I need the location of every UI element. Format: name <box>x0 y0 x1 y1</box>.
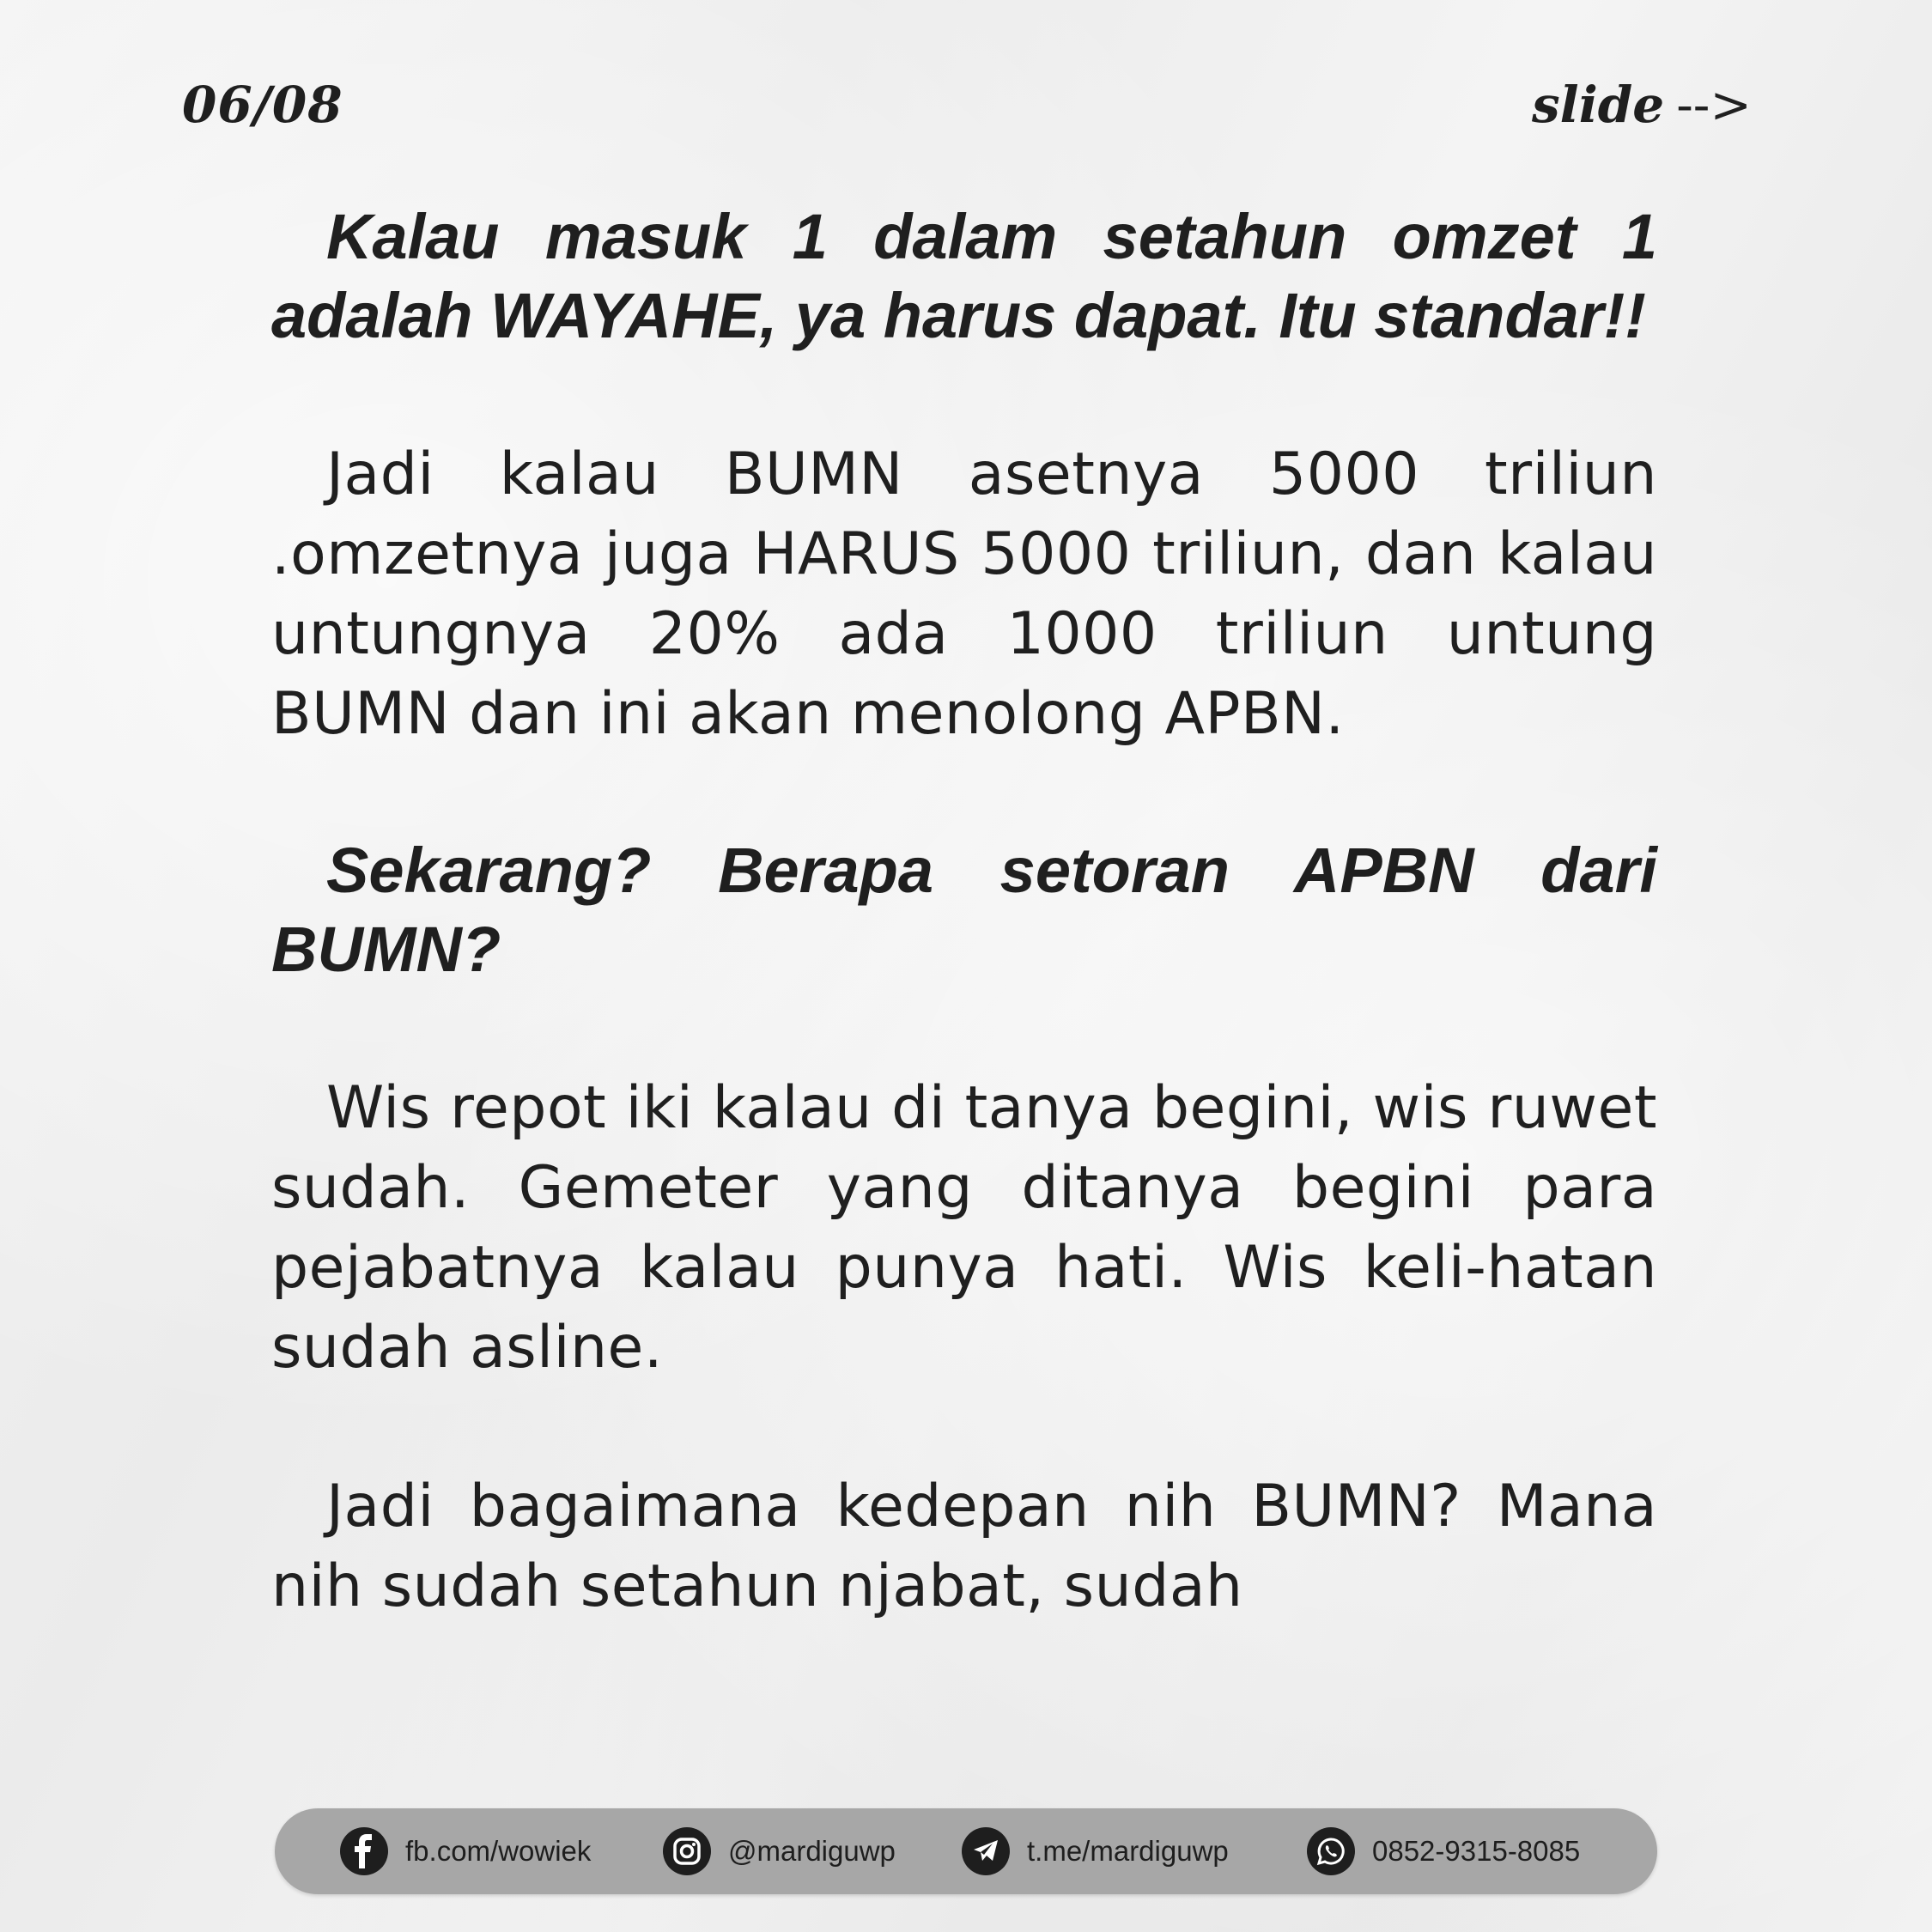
slide-hint-label: slide <box>1532 76 1665 134</box>
slide-arrow-icon: --> <box>1676 76 1752 134</box>
whatsapp-label: 0852-9315-8085 <box>1372 1835 1581 1867</box>
paragraph-body-2: Wis repot iki kalau di tanya begini, wis ruwet sudah. Gemeter yang ditanya begini para pejabatnya kalau punya hati. Wis keli-hatan sudah asline. <box>271 1074 1657 1382</box>
paragraph-body-3: Jadi bagaimana kedepan nih BUMN? Mana nih sudah setahun njabat, sudah <box>271 1473 1657 1620</box>
social-instagram[interactable] <box>663 1827 896 1875</box>
paragraph-heading-2: Sekarang? Berapa setoran APBN dari BUMN? <box>271 835 1657 985</box>
social-whatsapp[interactable] <box>1307 1827 1580 1875</box>
instagram-icon <box>663 1827 711 1875</box>
whatsapp-icon <box>1307 1827 1355 1875</box>
facebook-label: fb.com/wowiek <box>405 1835 592 1867</box>
instagram-label: @mardiguwp <box>728 1835 896 1867</box>
telegram-icon <box>962 1827 1010 1875</box>
slide-hint <box>1532 76 1752 134</box>
social-telegram[interactable] <box>962 1827 1229 1875</box>
social-footer-bar <box>275 1808 1657 1894</box>
facebook-icon <box>340 1827 388 1875</box>
telegram-label: t.me/mardiguwp <box>1027 1835 1229 1867</box>
page-indicator: 06/08 <box>182 76 343 134</box>
paragraph-heading-1: Kalau masuk 1 dalam setahun omzet 1 adalah WAYAHE, ya harus dapat. Itu standar!! <box>271 201 1657 351</box>
social-facebook[interactable] <box>340 1827 591 1875</box>
slide-content <box>271 197 1657 1626</box>
paragraph-body-1: Jadi kalau BUMN asetnya 5000 triliun .omzetnya juga HARUS 5000 triliun, dan kalau untungnya 20% ada 1000 triliun untung BUMN dan ini akan menolong APBN. <box>271 440 1657 748</box>
